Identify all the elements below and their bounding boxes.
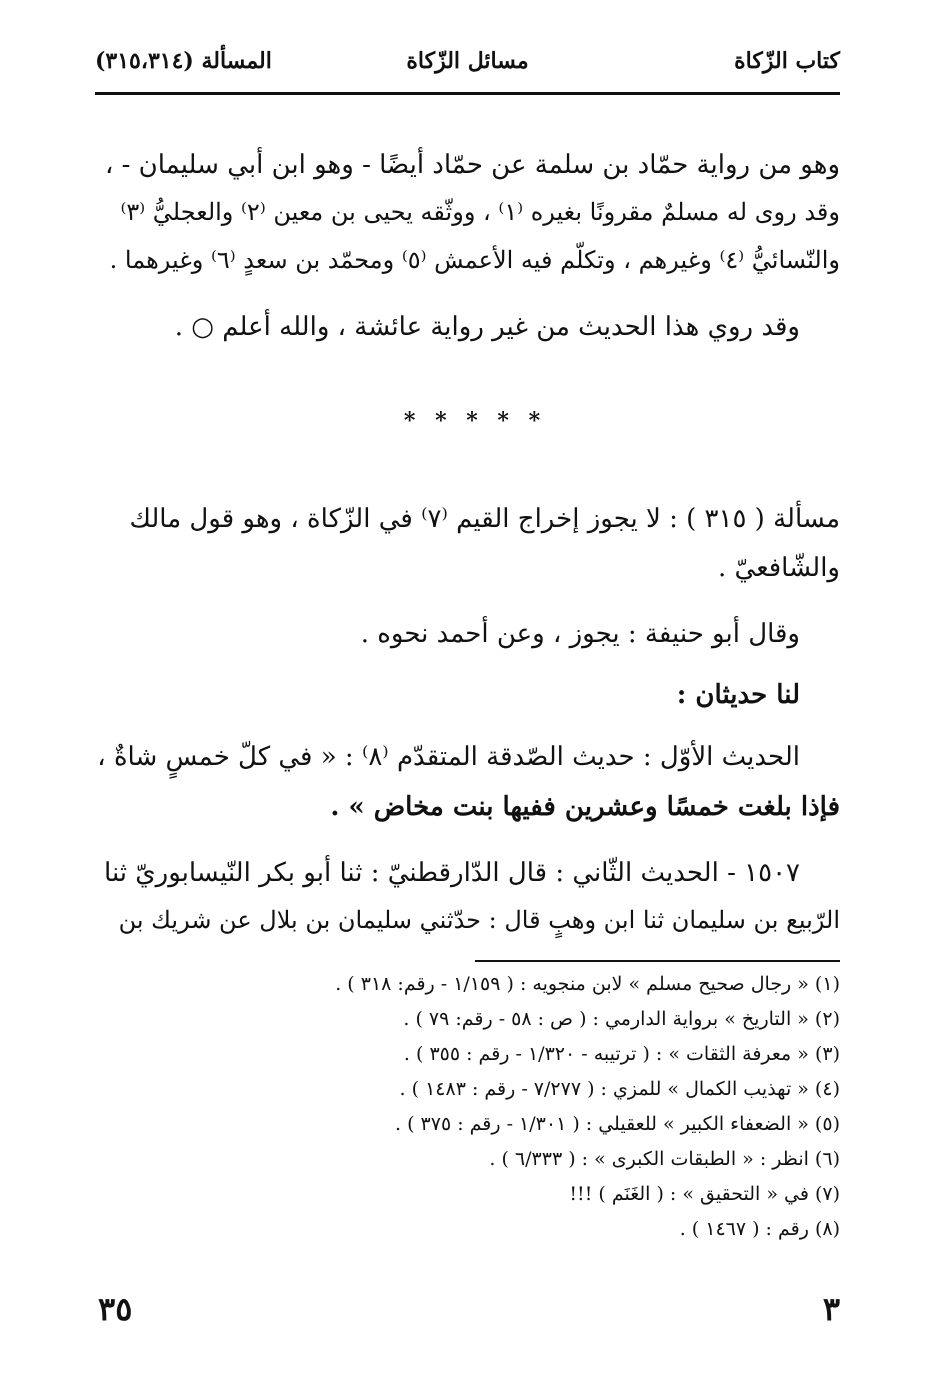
header-issue-range: المسألة (٣١٥،٣١٤) bbox=[95, 48, 272, 74]
text-line: وقال أبو حنيفة : يجوز ، وعن أحمد نحوه . bbox=[360, 619, 800, 649]
text-line: وهو من رواية حمّاد بن سلمة عن حمّاد أيضًا - وهو ابن أبي سليمان - ، bbox=[104, 150, 840, 180]
footnote: (٥) « الضعفاء الكبير » للعقيلي : ( ١/٣٠١ - رقم : ٣٧٥ ) . bbox=[395, 1113, 840, 1135]
closing-line: وقد روي هذا الحديث من غير رواية عائشة ، والله أعلم ○ . bbox=[174, 312, 800, 342]
hadith-line: ١٥٠٧ - الحديث الثّاني : قال الدّارقطنيّ : ثنا أبو بكر النّيسابوريّ ثنا bbox=[104, 858, 800, 888]
page-number-right: ٣ bbox=[822, 1290, 840, 1328]
section-separator: * * * * * bbox=[403, 408, 547, 434]
page-number-left: ٣٥ bbox=[98, 1290, 133, 1328]
footnote: (٨) رقم : ( ١٤٦٧ ) . bbox=[679, 1218, 840, 1240]
footnote-divider bbox=[475, 960, 840, 962]
hadith-line: الحديث الأوّل : حديث الصّدقة المتقدّم ⁽٨⁾ : « في كلّ خمسٍ شاةٌ ، bbox=[97, 742, 800, 772]
hadith-line: فإذا بلغت خمسًا وعشرين ففيها بنت مخاض » . bbox=[330, 792, 840, 822]
text-line: والشّافعيّ . bbox=[718, 553, 840, 583]
footnote: (١) « رجال صحيح مسلم » لابن منجويه : ( ١/١٥٩ - رقم: ٣١٨ ) . bbox=[335, 973, 840, 995]
footnote: (٧) في « التحقيق » : ( الغَنَم ) !!! bbox=[569, 1183, 840, 1205]
footnote: (٤) « تهذيب الكمال » للمزي : ( ٧/٢٧٧ - رقم : ١٤٨٣ ) . bbox=[399, 1078, 840, 1100]
footnote: (٢) « التاريخ » برواية الدارمي : ( ص : ٥٨ - رقم: ٧٩ ) . bbox=[403, 1008, 840, 1030]
text-line: والنّسائيُّ ⁽٤⁾ وغيرهم ، وتكلّم فيه الأعمش ⁽٥⁾ ومحمّد بن سعدٍ ⁽٦⁾ وغيرهما . bbox=[109, 246, 840, 274]
footnote: (٣) « معرفة الثقات » : ( ترتيبه - ١/٣٢٠ - رقم : ٣٥٥ ) . bbox=[403, 1043, 840, 1065]
subheading: لنا حديثان : bbox=[676, 680, 800, 710]
header-section-title: مسائل الزّكاة bbox=[406, 48, 529, 74]
hadith-line: الرّبيع بن سليمان ثنا ابن وهبٍ قال : حدّثني سليمان بن بلال عن شريك بن bbox=[118, 906, 840, 934]
footnote: (٦) انظر : « الطبقات الكبرى » : ( ٦/٣٣٣ ) . bbox=[489, 1148, 840, 1170]
header-divider bbox=[95, 92, 840, 95]
header-book-title: كتاب الزّكاة bbox=[734, 48, 840, 74]
running-header bbox=[95, 38, 840, 88]
masala-heading: مسألة ( ٣١٥ ) : لا يجوز إخراج القيم ⁽٧⁾ في الزّكاة ، وهو قول مالك bbox=[129, 504, 840, 534]
text-line: وقد روى له مسلمٌ مقرونًا بغيره ⁽١⁾ ، ووثّقه يحيى بن معين ⁽٢⁾ والعجليُّ ⁽٣⁾ bbox=[120, 198, 840, 226]
